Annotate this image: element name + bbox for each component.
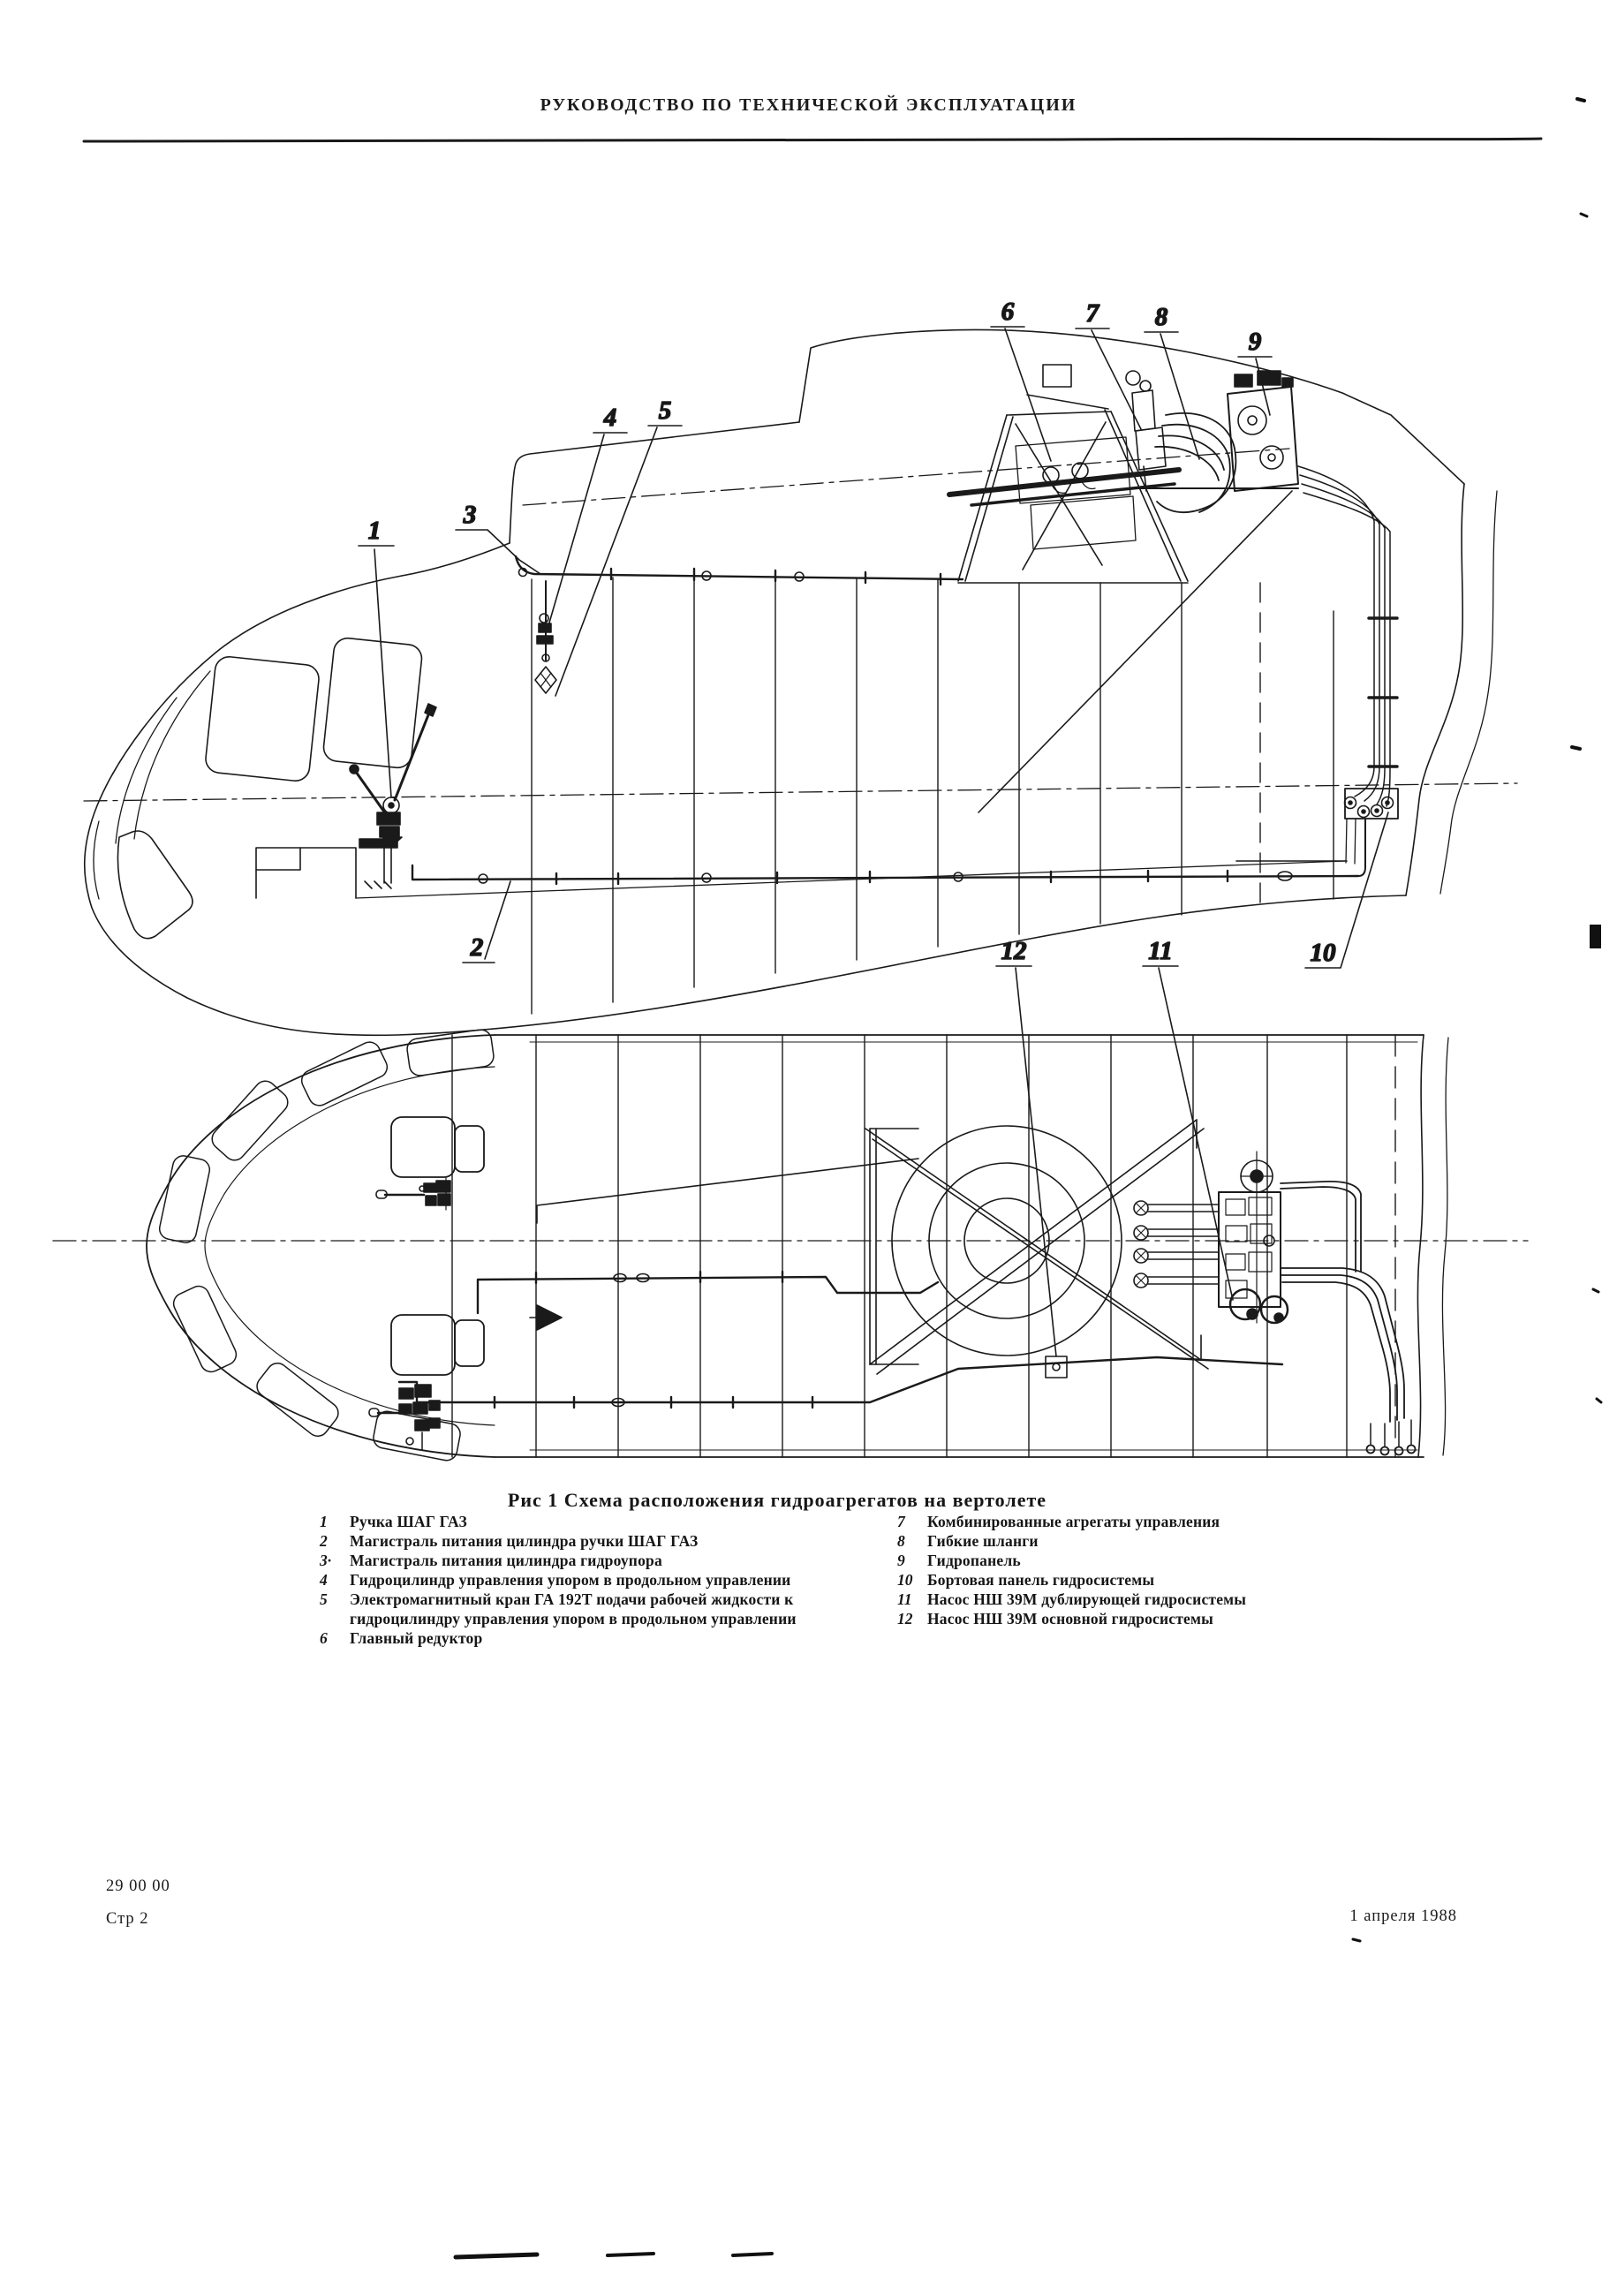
legend-item-num: 4 (320, 1571, 328, 1589)
figure-legend-right (895, 1512, 1337, 1628)
callout-10: 10 (1310, 939, 1336, 967)
legend-item (895, 1590, 1337, 1609)
footer-page-label: Стр 2 (106, 1910, 149, 1928)
legend-item-num: 8 (897, 1532, 905, 1550)
legend-item-num: 9 (897, 1552, 905, 1569)
legend-item (895, 1551, 1337, 1570)
legend-item-text: Главный редуктор (350, 1629, 483, 1647)
floor-hatches (391, 1117, 484, 1375)
footer-doc-code: 29 00 00 (106, 1877, 170, 1895)
legend-item (895, 1512, 1337, 1531)
legend-item-num: 11 (897, 1590, 912, 1608)
legend-item-text: Магистраль питания цилиндра ручки ШАГ ГАЗ (350, 1532, 699, 1550)
legend-item-num: 3· (320, 1552, 332, 1569)
figure-caption: Рис 1 Схема расположения гидроагрегатов на вертолете (507, 1489, 1047, 1511)
main-pump-fitting (1046, 1356, 1067, 1378)
legend-item (318, 1512, 890, 1531)
cockpit-console (256, 839, 397, 898)
legend-item-text: Насос НШ 39М основной гидросистемы (927, 1610, 1214, 1628)
onboard-hydraulic-panel (1345, 789, 1399, 864)
callout-5: 5 (658, 397, 672, 425)
legend-item (318, 1628, 890, 1648)
legend-item-text: Гидропанель (927, 1552, 1021, 1569)
page-header: РУКОВОДСТВО ПО ТЕХНИЧЕСКОЙ ЭКСПЛУАТАЦИИ (540, 95, 1077, 115)
legend-item (318, 1551, 890, 1570)
figure-legend-left (318, 1512, 890, 1648)
nose-glazing (157, 1029, 495, 1462)
callout-12: 12 (1001, 937, 1027, 965)
callout-9: 9 (1248, 328, 1262, 356)
legend-item (318, 1570, 890, 1590)
side-view-frames (532, 576, 1334, 1014)
gearbox-frame-star (865, 1120, 1208, 1374)
drawing-plan-view (53, 1029, 1528, 1462)
legend-item-num: 1 (320, 1513, 328, 1530)
drawing-side-view (84, 329, 1517, 1035)
legend-item-num: 7 (897, 1513, 905, 1530)
legend-item-text: Ручка ШАГ ГАЗ (350, 1513, 467, 1530)
footer-date: 1 апреля 1988 (1349, 1907, 1457, 1925)
callout-11: 11 (1148, 937, 1173, 965)
callout-1: 1 (367, 517, 382, 545)
legend-item (318, 1590, 890, 1628)
legend-item (895, 1531, 1337, 1551)
callout-8: 8 (1154, 303, 1168, 331)
callout-2: 2 (470, 933, 484, 962)
legend-item-text: Магистраль питания цилиндра гидроупора (350, 1552, 662, 1569)
legend-item-text: Гибкие шланги (927, 1532, 1039, 1550)
lever-mechanism-upper (376, 1178, 450, 1210)
legend-item-num: 5 (320, 1590, 328, 1608)
legend-item-text: Гидроцилиндр управления упором в продольном управлении (350, 1571, 791, 1589)
callout-4: 4 (603, 404, 617, 432)
callout-3: 3 (463, 501, 477, 529)
pump-cluster (1134, 1152, 1288, 1323)
hydro-stop-unit (535, 581, 556, 693)
plan-right-piping (1281, 1182, 1416, 1455)
collective-lever (350, 704, 436, 846)
legend-item-text: Бортовая панель гидросистемы (927, 1571, 1155, 1589)
legend-item (895, 1570, 1337, 1590)
plan-view-frames (452, 1035, 1395, 1457)
legend-item-num: 6 (320, 1629, 328, 1647)
header-rule (84, 139, 1541, 141)
legend-item (895, 1609, 1337, 1628)
legend-item-text: Насос НШ 39М дублирующей гидросистемы (927, 1590, 1247, 1608)
legend-item-num: 10 (897, 1571, 913, 1589)
callouts (359, 298, 1388, 1356)
callout-7: 7 (1085, 299, 1099, 328)
legend-item-text: Комбинированные агрегаты управления (927, 1513, 1220, 1530)
legend-item-num: 2 (320, 1532, 328, 1550)
pipe-bundle (1298, 466, 1397, 806)
legend-item-text: Электромагнитный кран ГА 192Т подачи рабочей жидкости к гидроцилиндру управления упором в продольном управлении (350, 1590, 797, 1628)
legend-item-num: 12 (897, 1610, 913, 1628)
legend-item (318, 1531, 890, 1551)
footer-left-block (106, 1870, 170, 1936)
callout-6: 6 (1001, 298, 1015, 326)
